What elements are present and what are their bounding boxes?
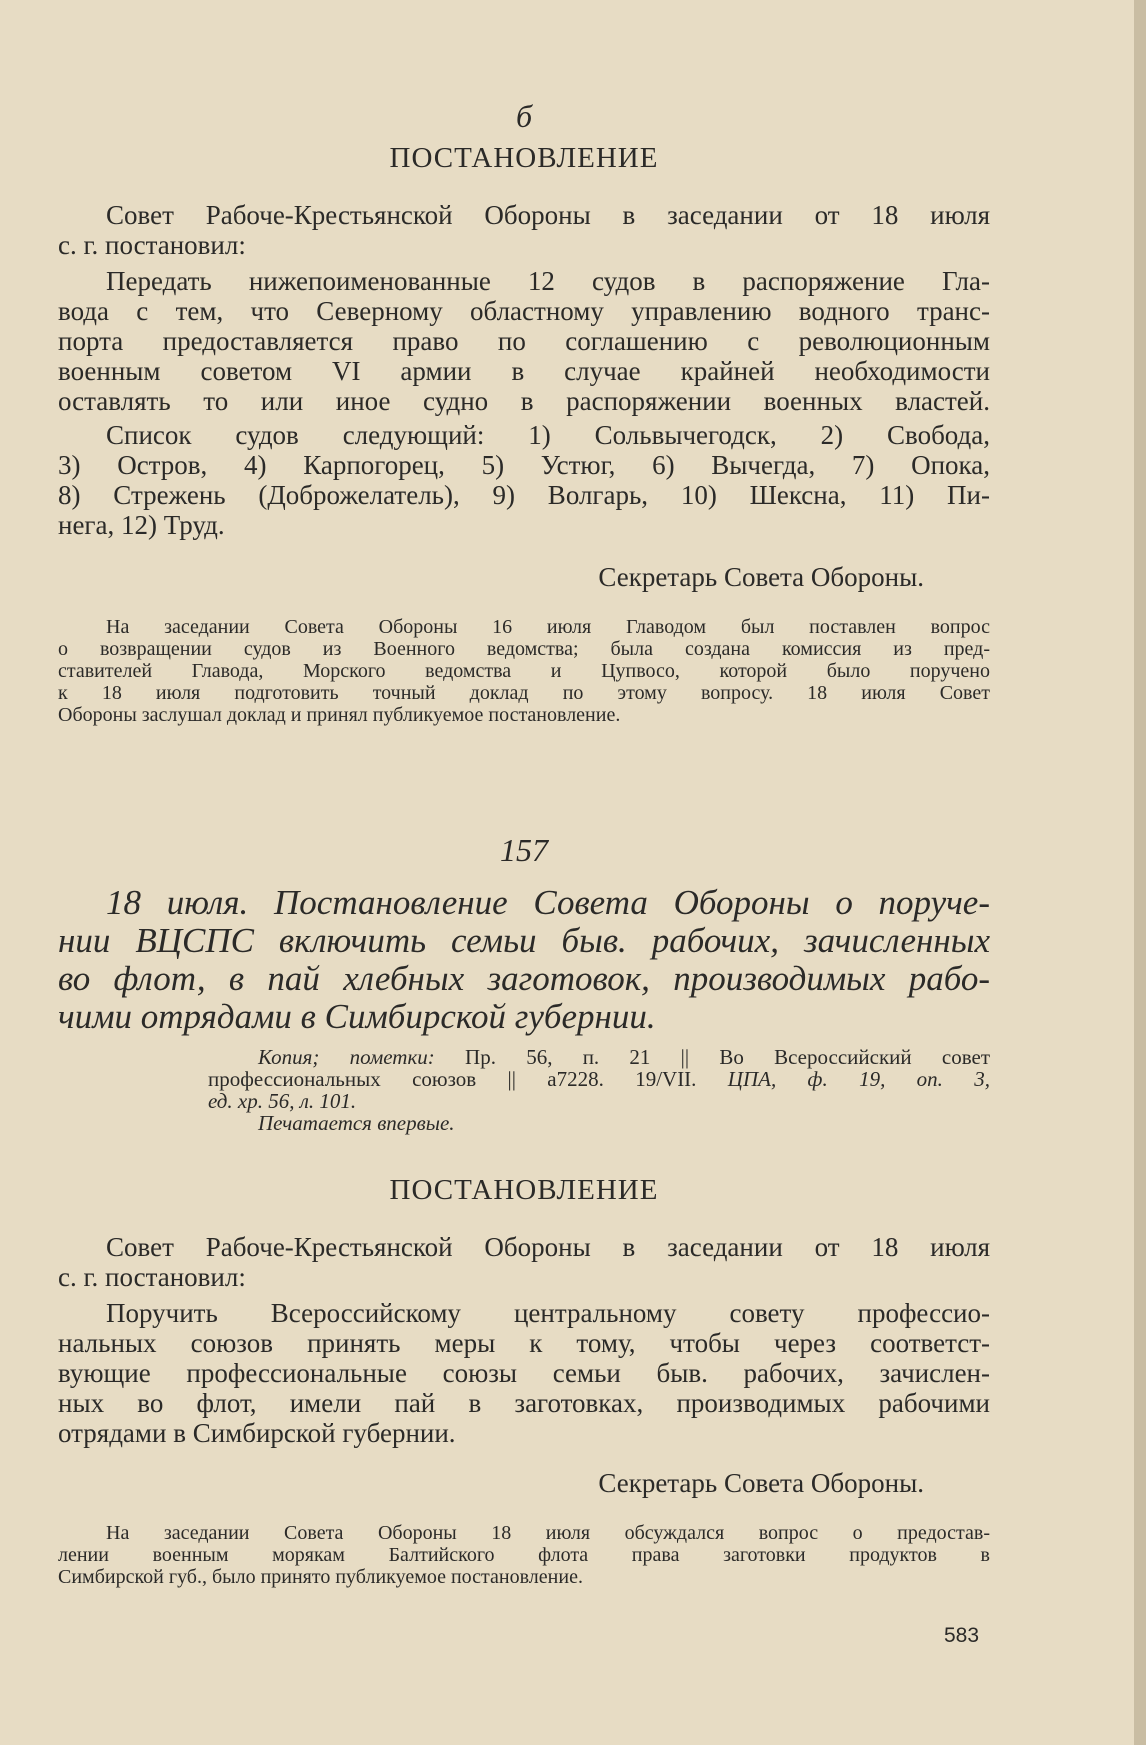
editorial-note: На заседании Совета Обороны 16 июля Главодом был поставлен вопрос о возвращении судов из Военного ведомства; была создана комиссия из пред- ставителей Главода, Морского ведомства и Цупвосо, которой было поручено к 18 июля подготовить точный доклад по этому вопросу. 18 июля Совет Обороны заслушал доклад и принял публикуемое постановление. <box>58 616 990 726</box>
ship-list: Список судов следующий: 1) Сольвычегодск, 2) Свобода, 3) Остров, 4) Карпогорец, 5) Устюг, 6) Вычегда, 7) Опока, 8) Стрежень (Доброжелатель), 9) Волгарь, 10) Шексна, 11) Пи- нега, 12) Труд. <box>58 420 990 540</box>
source-line-3: ед. хр. 56, л. 101. <box>208 1089 357 1113</box>
document-title: 18 июля. Постановление Совета Обороны о поруче- нии ВЦСПС включить семьи быв. рабочих, зачисленных во флот, в пай хлебных заготовок, производимых рабо- чими отрядами в Симбирской губернии. <box>58 883 990 1036</box>
signature: Секретарь Совета Обороны. <box>598 1468 924 1498</box>
document-number: 157 <box>500 832 548 868</box>
editorial-note: На заседании Совета Обороны 18 июля обсуждался вопрос о предостав- лении военным морякам Балтийского флота права заготовки продуктов в Симбирской губ., было принято публикуемое постановление. <box>58 1522 990 1588</box>
source-line-1: Копия; пометки: Пр. 56, п. 21 || Во Всероссийский совет <box>258 1045 990 1069</box>
resolution-body: Поручить Всероссийскому центральному совету профессио- нальных союзов принять меры к тому, чтобы через соответст- вующие профессиональные союзы семьи быв. рабочих, зачислен- ных во флот, имели пай в заготовках, производимых рабочими отрядами в Симбирской губернии. <box>58 1298 990 1448</box>
source-line-2: профессиональных союзов || а7228. 19/VII. ЦПА, ф. 19, оп. 3, <box>208 1067 991 1091</box>
resolution-intro: Совет Рабоче-Крестьянской Обороны в заседании от 18 июля с. г. постановил: <box>58 200 990 260</box>
publication-status: Печатается впервые. <box>258 1111 455 1135</box>
text-column <box>58 0 990 1745</box>
resolution-body: Передать нижепоименованные 12 судов в распоряжение Гла- вода с тем, что Северному областному управлению водного транс- порта предоставляется право по соглашению с революционным военным советом VI армии в случае крайней необходимости оставлять то или иное судно в распоряжении военных властей. <box>58 266 990 416</box>
resolution-intro: Совет Рабоче-Крестьянской Обороны в заседании от 18 июля с. г. постановил: <box>58 1232 990 1292</box>
signature: Секретарь Совета Обороны. <box>598 562 924 592</box>
section-heading: ПОСТАНОВЛЕНИЕ <box>389 142 659 174</box>
page-number: 583 <box>944 1624 980 1647</box>
document-letter: б <box>515 98 533 134</box>
archive-source <box>58 1046 990 1134</box>
page-edge <box>1134 0 1146 1745</box>
section-heading: ПОСТАНОВЛЕНИЕ <box>389 1174 659 1206</box>
